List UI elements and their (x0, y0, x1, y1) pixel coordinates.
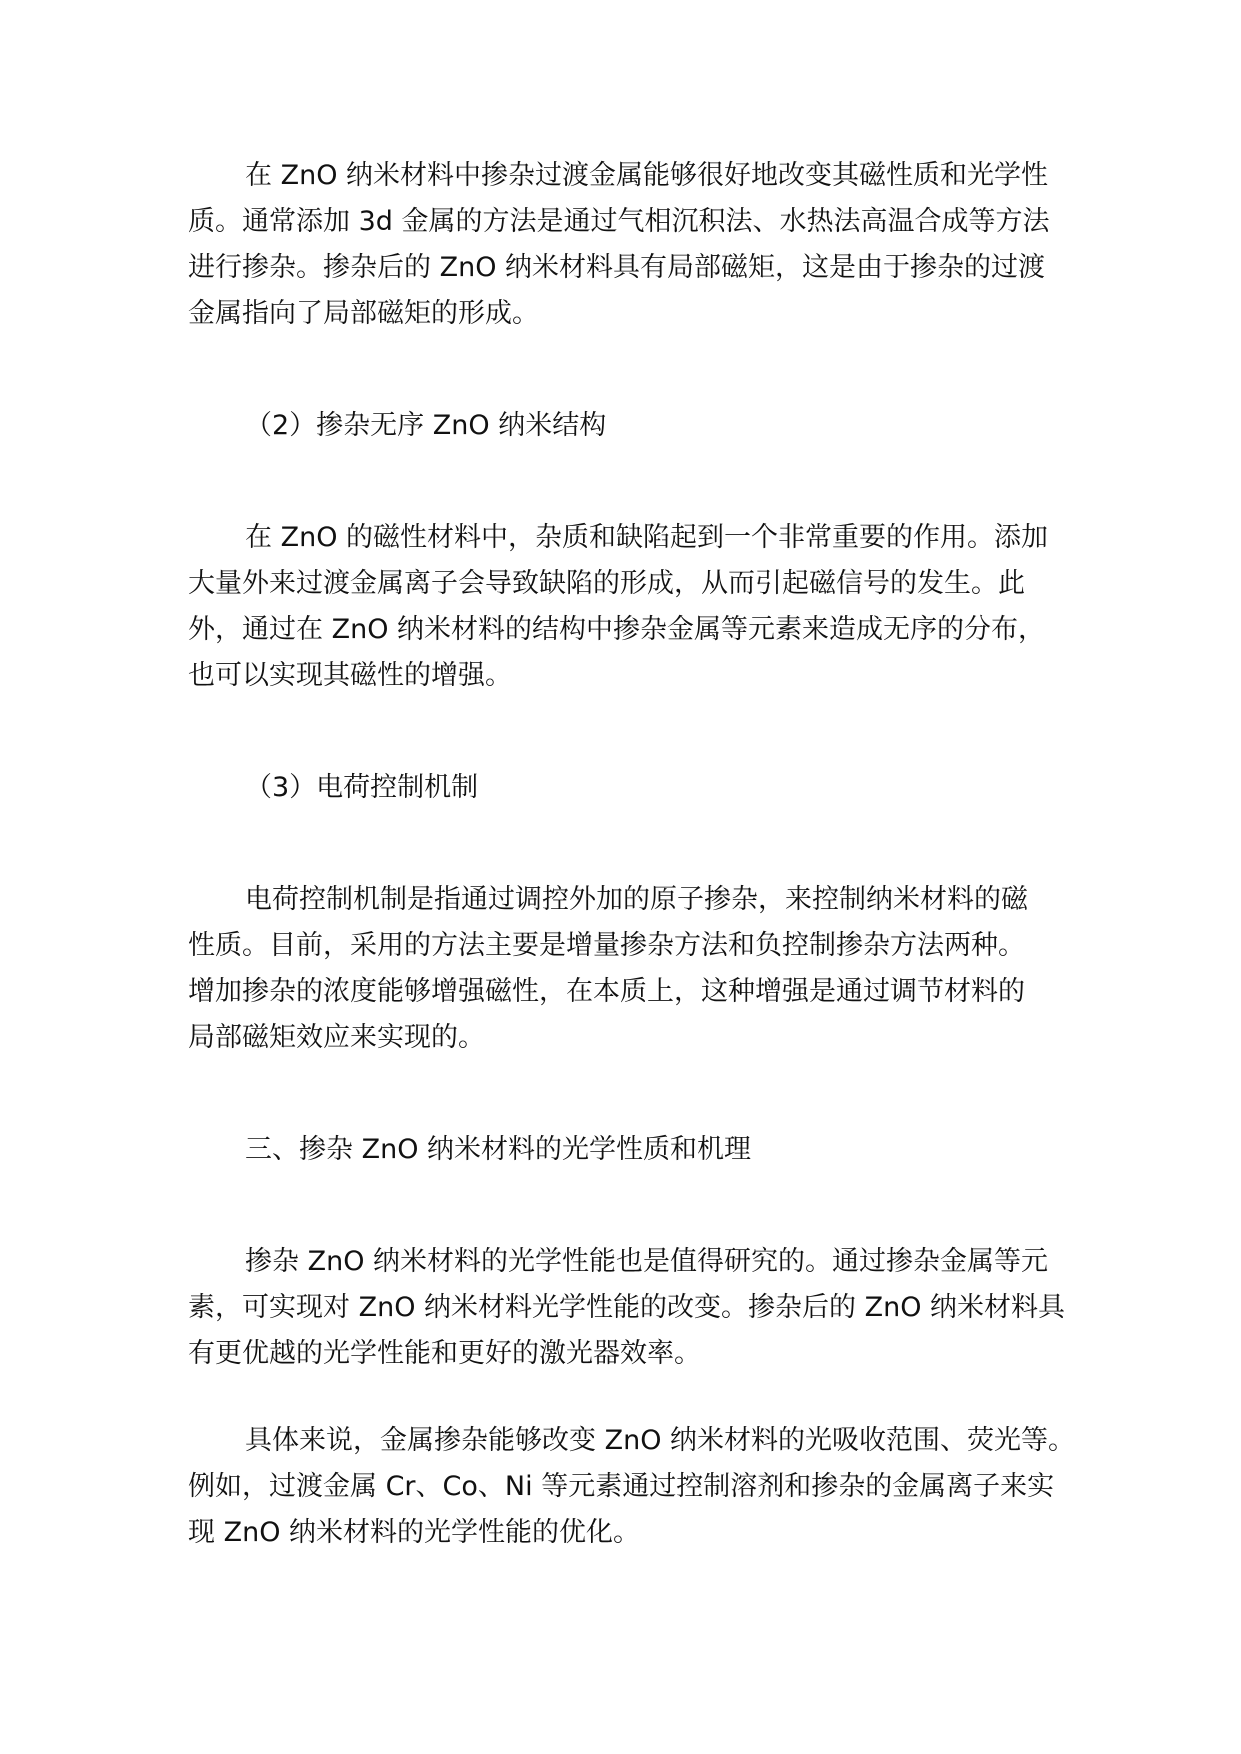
text-line: 增加掺杂的浓度能够增强磁性，在本质上，这种增强是通过调节材料的 (188, 976, 1025, 1007)
text-line: 外，通过在 ZnO 纳米材料的结构中掺杂金属等元素来造成无序的分布， (188, 614, 1046, 645)
text-line: 有更优越的光学性能和更好的激光器效率。 (188, 1338, 701, 1369)
paragraph-optical-performance (188, 1239, 1068, 1377)
paragraph-charge-control-mechanism (188, 877, 1068, 1061)
text-line: 掺杂 ZnO 纳米材料的光学性能也是值得研究的。通过掺杂金属等元 (245, 1246, 1049, 1277)
text-line: 在 ZnO 的磁性材料中，杂质和缺陷起到一个非常重要的作用。添加 (245, 522, 1049, 553)
text-line: 性质。目前，采用的方法主要是增量掺杂方法和负控制掺杂方法两种。 (188, 930, 1025, 961)
text-line: 进行掺杂。掺杂后的 ZnO 纳米材料具有局部磁矩，这是由于掺杂的过渡 (188, 252, 1046, 283)
section-heading-optical-properties: 三、掺杂 ZnO 纳米材料的光学性质和机理 (245, 1134, 752, 1165)
subheading-disordered-structure: （2）掺杂无序 ZnO 纳米结构 (245, 410, 607, 441)
paragraph-doping-transition-metals (188, 153, 1068, 337)
text-line: 例如，过渡金属 Cr、Co、Ni 等元素通过控制溶剂和掺杂的金属离子来实 (188, 1471, 1055, 1502)
text-line: 局部磁矩效应来实现的。 (188, 1022, 485, 1053)
text-line: 在 ZnO 纳米材料中掺杂过渡金属能够很好地改变其磁性质和光学性 (245, 160, 1049, 191)
text-line: 大量外来过渡金属离子会导致缺陷的形成，从而引起磁信号的发生。此 (188, 568, 1025, 599)
text-line: 电荷控制机制是指通过调控外加的原子掺杂，来控制纳米材料的磁 (245, 884, 1028, 915)
text-line: 也可以实现其磁性的增强。 (188, 660, 512, 691)
subheading-charge-control: （3）电荷控制机制 (245, 772, 479, 803)
text-line: 现 ZnO 纳米材料的光学性能的优化。 (188, 1517, 641, 1548)
text-line: 金属指向了局部磁矩的形成。 (188, 298, 539, 329)
text-line: 具体来说，金属掺杂能够改变 ZnO 纳米材料的光吸收范围、荧光等。 (245, 1425, 1076, 1456)
paragraph-metal-doping-examples (188, 1418, 1076, 1556)
paragraph-impurities-defects (188, 515, 1068, 699)
text-line: 素，可实现对 ZnO 纳米材料光学性能的改变。掺杂后的 ZnO 纳米材料具 (188, 1292, 1066, 1323)
text-line: 质。通常添加 3d 金属的方法是通过气相沉积法、水热法高温合成等方法 (188, 206, 1050, 237)
